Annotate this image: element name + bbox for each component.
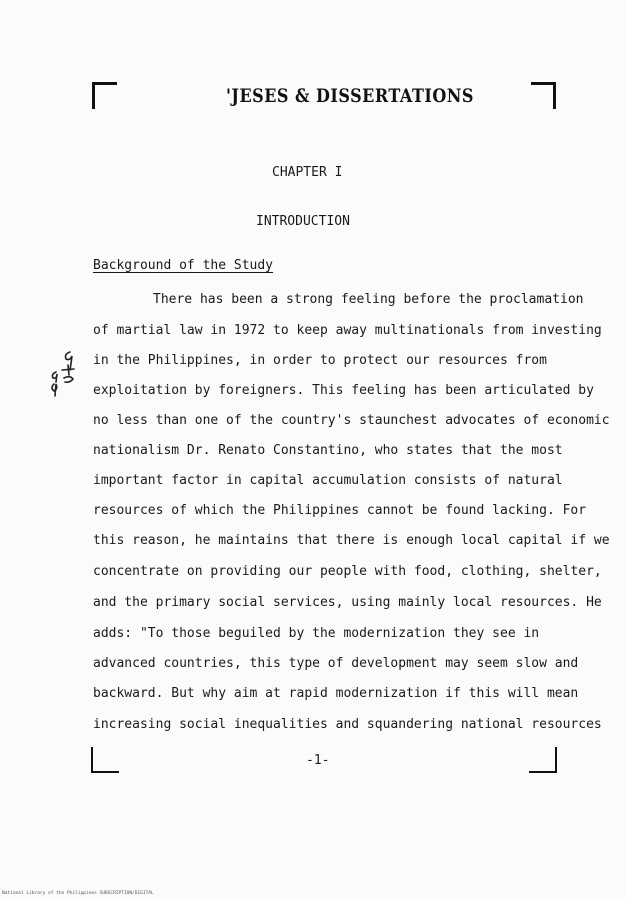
body-line: no less than one of the country's staunchest advocates of economic	[93, 413, 610, 428]
crop-mark-bottom-right	[529, 747, 557, 773]
body-line: concentrate on providing our people with food, clothing, shelter,	[93, 564, 602, 579]
body-line: exploitation by foreigners. This feeling has been articulated by	[93, 383, 594, 398]
crop-mark-top-right	[531, 82, 556, 109]
body-line: this reason, he maintains that there is enough local capital if we	[93, 533, 610, 548]
body-line: There has been a strong feeling before the proclamation	[153, 292, 584, 307]
body-line: backward. But why aim at rapid modernization if this will mean	[93, 686, 579, 701]
body-line: nationalism Dr. Renato Constantino, who states that the most	[93, 443, 563, 458]
header-stamp: 'JESES & DISSERTATIONS	[226, 84, 474, 107]
body-line: important factor in capital accumulation consists of natural	[93, 473, 563, 488]
page-number: -1-	[306, 753, 330, 768]
chapter-heading: CHAPTER I	[272, 165, 343, 180]
body-line: advanced countries, this type of development may seem slow and	[93, 656, 579, 671]
body-line: of martial law in 1972 to keep away multinationals from investing	[93, 323, 602, 338]
body-line: in the Philippines, in order to protect our resources from	[93, 353, 547, 368]
section-heading: Background of the Study	[93, 258, 274, 273]
scan-footer: National Library of the Philippines SUBSCRIPTION/DIGITAL	[2, 891, 154, 896]
body-line: resources of which the Philippines cannot be found lacking. For	[93, 503, 587, 518]
body-line: and the primary social services, using mainly local resources. He	[93, 595, 602, 610]
body-line: increasing social inequalities and squandering national resources	[93, 717, 602, 732]
handwritten-margin-note	[42, 348, 82, 408]
crop-mark-top-left	[92, 82, 117, 109]
chapter-title: INTRODUCTION	[256, 214, 350, 229]
crop-mark-bottom-left	[91, 747, 119, 773]
body-line: adds: "To those beguiled by the modernization they see in	[93, 626, 540, 641]
